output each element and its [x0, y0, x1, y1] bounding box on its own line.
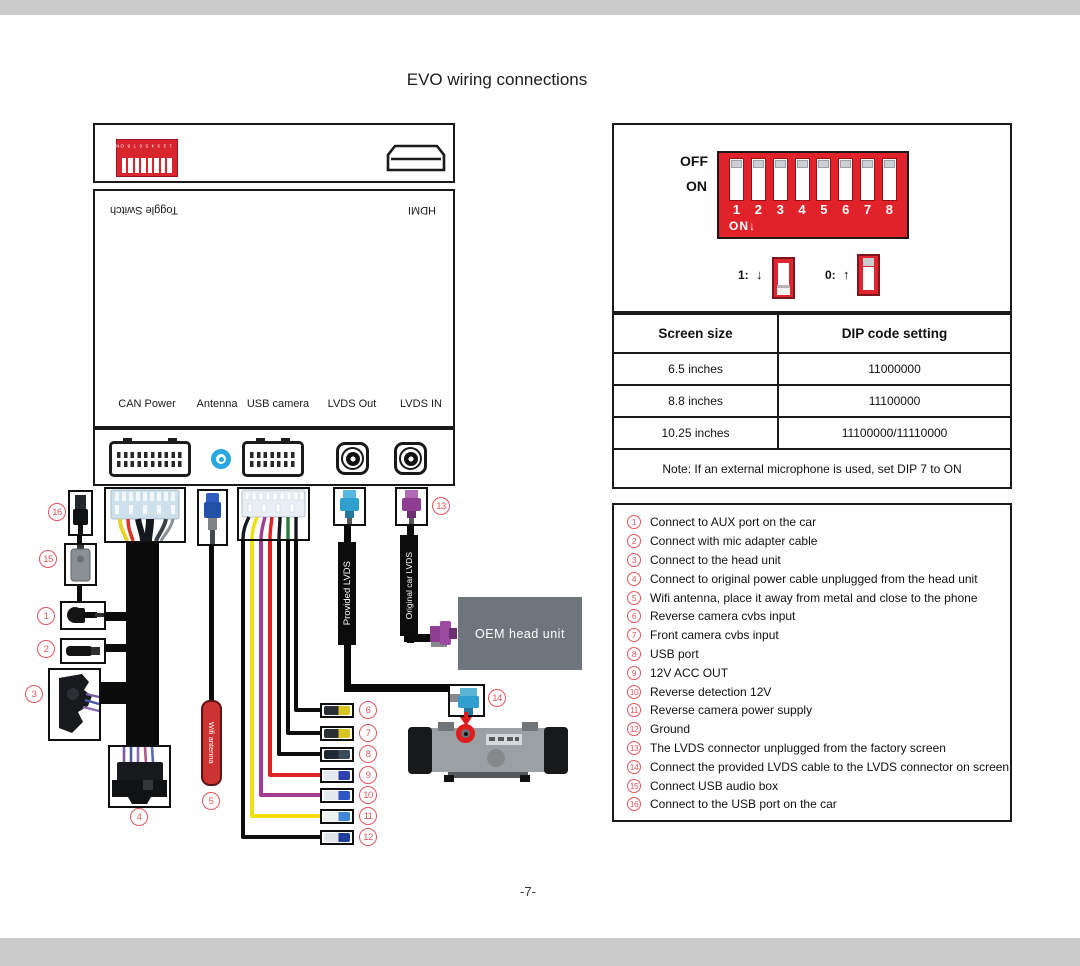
- wifi-antenna-cable: [209, 544, 214, 702]
- aux-jack-photo: [60, 601, 106, 630]
- dip-position-one-example: [772, 257, 795, 299]
- diagram-callout-16: 16: [48, 503, 66, 521]
- table-header: DIP code setting: [778, 314, 1011, 353]
- down-arrow-icon: ↓: [756, 267, 763, 282]
- legend-number-badge: 3: [627, 553, 641, 567]
- dip-number: 6: [842, 202, 850, 217]
- usb-camera-harness-photo: [237, 487, 310, 541]
- legend-text: 12V ACC OUT: [650, 665, 729, 680]
- antenna-plug-photo: [197, 489, 228, 546]
- device-body: [93, 189, 455, 428]
- legend-number-badge: 6: [627, 609, 641, 623]
- table-cell: 11100000/11110000: [778, 417, 1011, 449]
- legend-number-badge: 1: [627, 515, 641, 529]
- wire-12: [243, 538, 322, 837]
- legend-text: Connect to AUX port on the car: [650, 515, 817, 530]
- can-power-connector-icon: [109, 441, 191, 477]
- device-top-panel: [93, 123, 455, 183]
- terminal-8: [320, 747, 354, 762]
- legend-text: Connect to original power cable unplugged from the head unit: [650, 571, 978, 586]
- legend-item-3: [627, 551, 1004, 570]
- legend-text: Reverse camera cvbs input: [650, 609, 796, 624]
- wire-8: [279, 538, 322, 754]
- device-connector-strip: [93, 428, 455, 486]
- legend-item-1: [627, 513, 1004, 532]
- diagram-callout-14: 14: [488, 689, 506, 707]
- can-power-harness-photo: [104, 487, 186, 543]
- diagram-callout-3: 3: [25, 685, 43, 703]
- legend-text: Reverse camera power supply: [650, 703, 813, 718]
- hdmi-label: HDMI: [407, 204, 437, 216]
- diagram-callout-4: 4: [130, 808, 148, 826]
- legend-number-badge: 8: [627, 647, 641, 661]
- table-header: Screen size: [613, 314, 778, 353]
- dip-switch-block: [717, 151, 909, 239]
- bottom-band: [0, 938, 1080, 966]
- legend-item-9: [627, 663, 1004, 682]
- dip-switches: [729, 158, 897, 201]
- top-band: [0, 0, 1080, 15]
- factory-screen-photo: [408, 720, 568, 782]
- wifi-antenna-stick: [201, 700, 222, 786]
- legend-number-badge: 5: [627, 591, 641, 605]
- legend-text: Connect USB audio box: [650, 778, 779, 793]
- table-cell: 11100000: [778, 385, 1011, 417]
- wire-7: [288, 538, 322, 733]
- table-row: [613, 417, 1011, 449]
- oem-head-unit-box: [458, 597, 582, 670]
- wire-11: [252, 538, 322, 816]
- page-number: -7-: [520, 884, 536, 899]
- provided-lvds-plug-photo: [333, 487, 366, 526]
- original-lvds-to-oem-plug-photo: [427, 616, 458, 652]
- terminal-7: [320, 726, 354, 741]
- branch-to-head-unit: [99, 682, 128, 704]
- dip-switch-8: [882, 158, 897, 201]
- head-unit-connector-photo: [48, 668, 101, 741]
- legend-item-13: [627, 739, 1004, 758]
- page-title: EVO wiring connections: [406, 70, 588, 89]
- dip-number: 3: [776, 202, 784, 217]
- legend-item-14: [627, 757, 1010, 776]
- terminal-connector: [324, 729, 350, 738]
- legend-item-12: [627, 720, 1004, 739]
- table-cell: 11000000: [778, 353, 1011, 385]
- lvds-in-connector-icon: [394, 442, 427, 475]
- lvds-socket-marker: [456, 724, 475, 743]
- legend-number-badge: 16: [627, 797, 641, 811]
- legend-text: Connect the provided LVDS cable to the LVDS connector on screen: [650, 759, 1010, 774]
- usb-camera-connector-icon: [242, 441, 304, 477]
- legend-item-10: [627, 682, 1004, 701]
- device-dip-switch: [116, 139, 178, 177]
- port-label: LVDS Out: [327, 398, 377, 410]
- diagram-callout-13: 13: [432, 497, 450, 515]
- diagram-callout-1: 1: [37, 607, 55, 625]
- legend-item-8: [627, 645, 1004, 664]
- dip-switch-4: [795, 158, 810, 201]
- legend-number-badge: 7: [627, 628, 641, 642]
- wifi-antenna-label: Wifi antenna: [207, 722, 216, 764]
- dip-number: 4: [798, 202, 806, 217]
- diagram-callout-7: 7: [359, 724, 377, 742]
- legend-number-badge: 13: [627, 741, 641, 755]
- dip-on-direction-label: ON↓: [729, 219, 756, 233]
- legend-item-16: [627, 795, 1004, 814]
- legend-text: The LVDS connector unplugged from the factory screen: [650, 740, 946, 755]
- dip-setting-panel: [612, 123, 1012, 313]
- table-cell: 6.5 inches: [613, 353, 778, 385]
- dip-number: 7: [863, 202, 872, 217]
- terminal-10: [320, 788, 354, 803]
- dip-zero-label: 0:: [825, 268, 836, 282]
- dip-off-label: OFF: [680, 153, 708, 169]
- legend-item-11: [627, 701, 1004, 720]
- toggle-switch-label: Toggle Switch: [110, 204, 178, 216]
- dip-switch-7: [860, 158, 875, 201]
- legend-number-badge: 12: [627, 722, 641, 736]
- legend-item-5: [627, 588, 1004, 607]
- original-lvds-plug-photo: [395, 487, 428, 526]
- dip-number: 8: [885, 202, 894, 217]
- legend-text: USB port: [650, 646, 699, 661]
- table-cell: 10.25 inches: [613, 417, 778, 449]
- dip-on-label: ON: [686, 178, 707, 194]
- mini-dip-switches: [122, 158, 172, 173]
- diagram-callout-11: 11: [359, 807, 377, 825]
- provided-lvds-cable: [344, 524, 351, 544]
- diagram-callout-15: 15: [39, 550, 57, 568]
- dip-number: 2: [754, 202, 762, 217]
- dip-number: 5: [820, 202, 828, 217]
- port-label: LVDS IN: [400, 398, 442, 410]
- legend-number-badge: 14: [627, 760, 641, 774]
- terminal-6: [320, 703, 354, 718]
- antenna-connector-icon: [211, 449, 231, 469]
- legend-item-15: [627, 776, 1004, 795]
- table-row: [613, 385, 1011, 417]
- port-label: CAN Power: [118, 398, 176, 410]
- legend-number-badge: 9: [627, 666, 641, 680]
- legend-number-badge: 2: [627, 534, 641, 548]
- legend-item-2: [627, 532, 1004, 551]
- dip-position-zero-example: [857, 254, 880, 296]
- legend-text: Front camera cvbs input: [650, 628, 779, 643]
- terminal-connector: [324, 750, 350, 759]
- table-row: [613, 353, 1011, 385]
- terminal-connector: [324, 791, 350, 800]
- usb-audio-box-photo: [64, 543, 97, 586]
- legend-text: Wifi antenna, place it away from metal and close to the phone: [650, 590, 978, 605]
- original-lvds-cable-label: Original car LVDS: [400, 535, 418, 636]
- legend-text: Ground: [650, 722, 691, 737]
- table-cell: 8.8 inches: [613, 385, 778, 417]
- legend-number-badge: 15: [627, 779, 641, 793]
- dip-switch-1: [729, 158, 744, 201]
- legend-text: Reverse detection 12V: [650, 684, 772, 699]
- dip-switch-6: [838, 158, 853, 201]
- up-arrow-icon: ↑: [843, 267, 850, 282]
- dip-one-label: 1:: [738, 268, 749, 282]
- mic-adapter-photo: [60, 638, 106, 664]
- terminal-connector: [324, 771, 350, 780]
- terminal-9: [320, 768, 354, 783]
- terminal-connector: [324, 812, 350, 821]
- dip-code-table: [612, 313, 1012, 489]
- diagram-callout-2: 2: [37, 640, 55, 658]
- legend-number-badge: 11: [627, 703, 641, 717]
- original-power-connector-photo: [108, 745, 171, 808]
- terminal-11: [320, 809, 354, 824]
- dip-switch-2: [751, 158, 766, 201]
- terminal-12: [320, 830, 354, 845]
- legend-item-4: [627, 569, 1004, 588]
- usb-plug-photo: [68, 490, 93, 536]
- wire-6: [296, 538, 322, 710]
- legend-item-7: [627, 626, 1004, 645]
- dip-number: 1: [732, 202, 741, 217]
- oem-head-unit-label: OEM head unit: [475, 626, 565, 641]
- lvds-out-connector-icon: [336, 442, 369, 475]
- diagram-callout-10: 10: [359, 786, 377, 804]
- port-label: Antenna: [196, 398, 238, 410]
- diagram-callout-12: 12: [359, 828, 377, 846]
- legend-item-6: [627, 607, 1004, 626]
- legend-text: Connect to the head unit: [650, 552, 781, 567]
- port-label: USB camera: [246, 398, 310, 410]
- table-note: Note: If an external microphone is used, set DIP 7 to ON: [613, 449, 1011, 488]
- legend-number-badge: 4: [627, 572, 641, 586]
- dip-numbers: [729, 202, 897, 217]
- provided-lvds-cable-label: Provided LVDS: [338, 542, 356, 645]
- diagram-callout-6: 6: [359, 701, 377, 719]
- diagram-callout-5: 5: [202, 792, 220, 810]
- wire-9: [270, 538, 322, 775]
- main-harness-cable: [126, 540, 159, 747]
- legend-panel: [612, 503, 1012, 822]
- terminal-connector: [324, 706, 350, 715]
- mini-dip-label: 1 2 3 4 5 6 7 8 ON: [114, 143, 172, 148]
- wire-10: [261, 538, 322, 795]
- diagram-callout-9: 9: [359, 766, 377, 784]
- legend-text: Connect with mic adapter cable: [650, 534, 818, 549]
- terminal-connector: [324, 833, 350, 842]
- diagram-callout-8: 8: [359, 745, 377, 763]
- dip-switch-3: [773, 158, 788, 201]
- hdmi-port-icon: [383, 140, 449, 174]
- dip-switch-5: [816, 158, 831, 201]
- legend-text: Connect to the USB port on the car: [650, 797, 837, 812]
- legend-number-badge: 10: [627, 685, 641, 699]
